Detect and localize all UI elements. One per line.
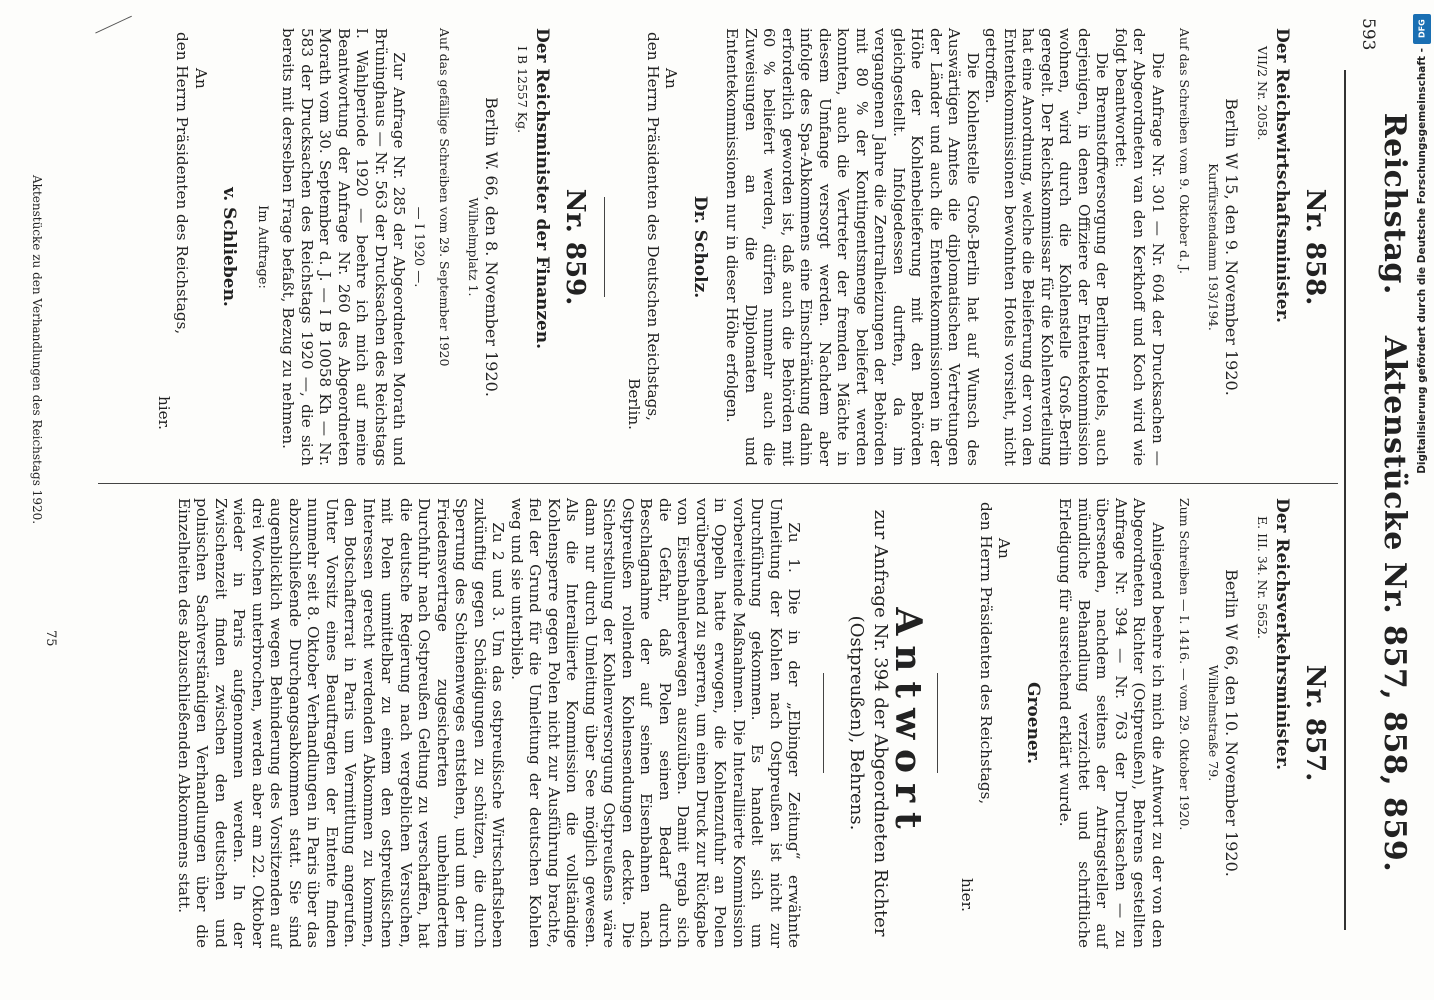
paragraph-858-2: Die Brennstoffversorgung der Berliner Hotels, auch derjenigen, in denen Offiziere der Ententekommission wohnen, wird durch die Kohlenstelle Groß-Berlin geregelt. Der Reichskommissar für die Kohlenverteilung hat eine Anordnung, welche die Belieferung der von den Ententekommissionen bewohnten Hotels vorsieht, nicht getroffen. [982,28,1112,466]
address-857: Wilhelmstraße 79. [1206,664,1221,782]
note-857: Zum Schreiben — I. 1416. — vom 29. Oktober 1920. [1177,498,1193,831]
address-858: Kurfürstendamm 193/194. [1206,163,1221,331]
column-857 [175,498,1330,948]
recipient-859: den Herrn Präsidenten des Reichstags, [173,32,192,335]
reference-859: I B 12557 Kg. [515,46,530,134]
section-rule [937,673,938,773]
reference-858: VII/2 Nr. 2058. [1255,46,1270,141]
paragraph-857-2: Zu 1. Die in der „Elbinger Zeitung“ erwähnte Umleitung der Kohlen nach Ostpreußen ist nicht zur Durchführung gekommen. Es handelt sich um vorbereitende Maßnahmen. Die Interalliierte Kommission in Oppeln hatte erwogen, die Kohlenzufuhr an Polen vorübergehend zu sperren, um einen Druck zur Rückgabe von Eisenbahnleerwagen auszuüben. Damit ergab sich die Gefahr, daß Polen seinen Bedarf durch Beschlagnahme der auf seinen Eisenbahnen nach Ostpreußen rollenden Kohlensendungen deckte. Die Sicherstellung der Kohlenversorgung Ostpreußens wäre dann nur durch Umleitung über See möglich gewesen. Als die Interalliierte Kommission die vollständige Kohlensperre gegen Polen nicht zur Ausführung brachte, fiel der Grund für die Umleitung der deutschen Kohlen weg und sie unterblieb. [508,498,804,948]
dfg-logo-icon: DFG [1413,14,1431,44]
signature-857: Groener. [1023,681,1043,765]
recipient-label-859: An [192,68,210,89]
signature-858: Dr. Scholz. [690,195,710,299]
recipient-place-858: Berlin. [625,378,644,430]
note-859-ref: — I 1920 —. [411,206,426,288]
recipient-857: den Herrn Präsidenten des Reichstags, [977,502,995,805]
recipient-858: den Herrn Präsidenten des Deutschen Reichstags, [644,32,662,421]
header-rule [1344,70,1346,930]
folio-number: 75 [43,630,58,647]
footer-note: Aktenstücke zu den Verhandlungen des Reichstags 1920. [30,175,44,525]
paragraph-857-1: Anliegend beehre ich mich die Antwort zu der von den Abgeordneten Richter (Ostpreußen), Behrens gestellten Anfrage Nr. 394 — Nr. 763 der Drucksachen — zu übersenden, nachdem seitens der Antragsteller auf mündliche Behandlung verzichtet und schriftliche Erledigung für ausreichend erklärt wurde. [1056,498,1167,948]
document-number-859: Nr. 859. [560,188,590,306]
note-859: Auf das gefällige Schreiben vom 29. September 1920 [437,28,453,367]
answer-heading: Antwort [887,607,929,839]
reference-857: E. III. 34. Nr. 5652. [1255,516,1270,639]
running-head-right: Aktenstücke Nr. 857, 858, 859. [1377,335,1412,873]
place-date-857: Berlin W 66, den 10. November 1920. [1222,569,1242,877]
section-rule [604,197,605,297]
column-858-859 [155,28,1330,466]
running-head [1377,75,1412,910]
digitization-text: Digitalisierung gefördert durch die Deutsche Forschungsgemeinschaft - [1416,48,1428,474]
answer-subheading: zur Anfrage Nr. 394 der Abgeordneten Richter (Ostpreußen), Behrens. [846,509,892,937]
paragraph-859: Zur Anfrage Nr. 285 der Abgeordneten Morath und Brüninghaus — Nr. 563 der Drucksachen des Reichstags I. Wahlperiode 1920 — beehre ich mich auf meine Beantwortung der Anfrage Nr. 260 des Abgeordneten Morath vom 30. September d. J. — I B 10058 Kh — Nr. 583 der Drucksachen des Reichstags 1920 —, die sich bereits mit derselben Frage befaßt, Bezug zu nehmen. [279,28,409,466]
place-date-858: Berlin W 15, den 9. November 1920. [1222,98,1242,396]
note-858: Auf das Schreiben vom 9. Oktober d. J. [1177,28,1193,274]
recipient-place-857: hier. [958,877,977,912]
paragraph-857-3: Zu 2 und 3. Um das ostpreußische Wirtschaftsleben zukünftig gegen Schädigungen zu schützen, die durch Sperrung des Schienenweges entstehen, und um der im Friedensvertrage zugesicherten unbehinderten Durchfuhr nach Ostpreußen Geltung zu verschaffen, hat die deutsche Regierung nach vergeblichen Versuchen, mit Polen unmittelbar zu einem den ostpreußischen Interessen gerecht werdenden Abkommen zu kommen, den Botschafterrat in Paris um Vermittlung angerufen. Unter Vorsitz eines Beauftragten der Entente finden nunmehr seit 8. Oktober Verhandlungen in Paris über das abzuschließende Durchgangsabkommen statt. Sie sind augenblicklich wegen Behinderung des Vorsitzenden auf drei Wochen unterbrochen, werden aber am 22. Oktober wieder in Paris aufgenommen werden. In der Zwischenzeit finden zwischen den deutschen und polnischen Sachverständigen Verhandlungen über die Einzelheiten des abzuschließenden Abkommens statt. [175,498,508,948]
column-divider [98,483,1338,484]
ministry-858: Der Reichswirtschaftsminister. [1272,28,1293,323]
ministry-857: Der Reichsverkehrsminister. [1272,498,1293,771]
document-number-857: Nr. 857. [1300,664,1330,782]
place-date-859: Berlin W. 66, den 8. November 1920. [482,97,502,397]
ministry-859: Der Reichsminister der Finanzen. [532,28,553,350]
digitization-notice [1412,14,1432,574]
page-number: 593 [1358,18,1378,51]
signature-859: v. Schlieben. [219,187,240,307]
recipient-place-859: hier. [155,395,173,430]
margin-mark [95,16,133,36]
section-rule [824,673,825,773]
recipient-label-857: An [995,538,1014,559]
running-head-left: Reichstag. [1377,112,1412,295]
paragraph-858-3: Die Kohlenstelle Groß-Berlin hat auf Wunsch des Auswärtigen Amtes die diplomatischen Vertretungen der Länder und auch die Ententekommissionen in der Höhe der Kohlenbelieferung mit den Behörden gleichgestellt. Infolgedessen durften, da im vergangenen Jahre die Zentralheizungen der Behörden mit 80 % der Kontingentsmenge beliefert werden konnten, auch die Vertreter der fremden Mächte in diesem Umfange versorgt werden. Nachdem aber infolge des Spa-Abkommens eine Einschränkung dahin erforderlich geworden ist, daß auch die Behörden mit 60 % beliefert werden, dürfen nunmehr auch die Zuweisungen an die Diplomaten und Ententekommissionen nur in dieser Höhe erfolgen. [723,28,982,466]
address-859: Wilhelmplatz 1. [466,197,481,297]
paragraph-858-1: Die Anfrage Nr. 301 — Nr. 604 der Drucksachen — der Abgeordneten van den Kerkhoff und Koch wird wie folgt beantwortet: [1112,28,1167,466]
signature-label-859: Im Auftrage: [255,205,270,289]
recipient-label-858: An [662,68,681,89]
document-number-858: Nr. 858. [1300,188,1330,306]
